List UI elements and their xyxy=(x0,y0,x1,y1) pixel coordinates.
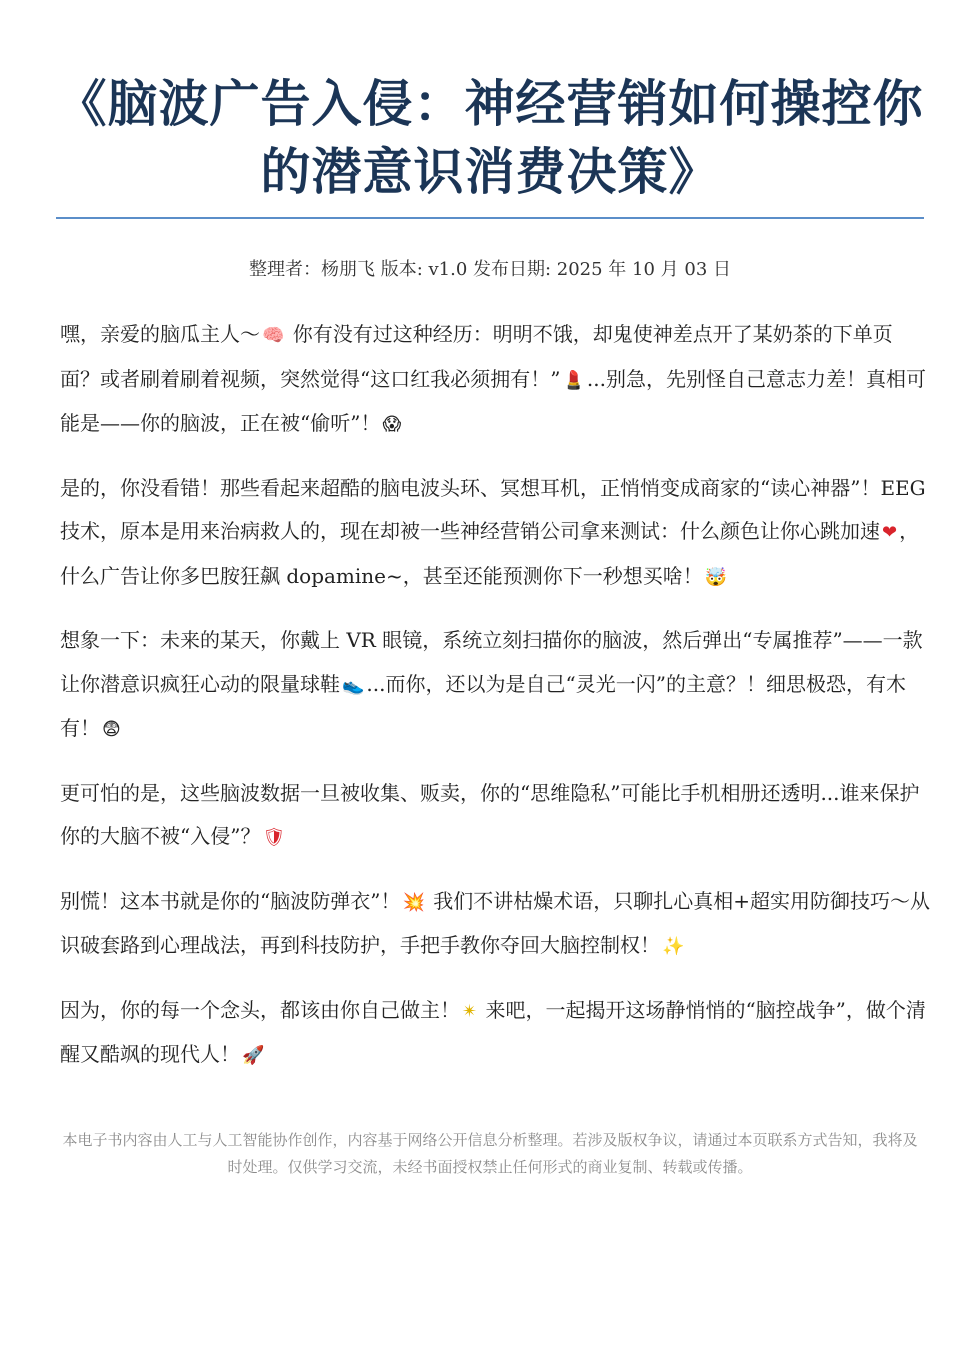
paragraph-text: 我们不讲枯燥术语，只聊扎心真相+超实用防御技巧～从识破套路到心理战法，再到科技防护，手把手教你夺回大脑控制权！ xyxy=(60,888,930,957)
collision-emoji-icon: 💥 xyxy=(402,891,425,913)
document-body xyxy=(60,313,930,1098)
paragraph-book xyxy=(60,880,930,969)
document-title: 《脑波广告入侵：神经营销如何操控你的潜意识消费决策》 xyxy=(56,75,924,201)
paragraph-text: 更可怕的是，这些脑波数据一旦被收集、贩卖，你的“思维隐私”可能比手机相册还透明...谁来保护你的大脑不被“入侵”？ xyxy=(60,780,920,848)
star-burst-emoji-icon: ✴ xyxy=(462,1000,478,1022)
paragraph-text: 想象一下：未来的某天，你戴上 VR 眼镜，系统立刻扫描你的脑波，然后弹出“专属推荐”——一款让你潜意识疯狂心动的限量球鞋 xyxy=(60,628,923,696)
copyright-notice: 本电子书内容由人工与人工智能协作创作，内容基于网络公开信息分析整理。若涉及版权争议，请通过本页联系方式告知，我将及时处理。仅供学习交流，未经书面授权禁止任何形式的商业复制、转载或传播。 xyxy=(62,1131,918,1176)
paragraph-text: 来吧，一起揭开这场静悄悄的“脑控战争”，做个清醒又酷飒的现代人！ xyxy=(60,997,926,1066)
exploding-head-emoji-icon: 🤯 xyxy=(704,566,728,588)
paragraph-text: 你有没有过这种经历：明明不饿，却鬼使神差点开了某奶茶的下单页面？或者刷着刷着视频，突然觉得“这口红我必须拥有！” xyxy=(60,322,893,391)
paragraph-intro xyxy=(60,313,930,447)
paragraph-text: 别慌！这本书就是你的“脑波防弹衣”！ xyxy=(60,888,401,913)
fearful-face-emoji-icon: 😨 xyxy=(102,719,121,740)
paragraph-text: 是的，你没看错！那些看起来超酷的脑电波头环、冥想耳机，正悄悄变成商家的“读心神器”！EEG 技术，原本是用来治病救人的，现在却被一些神经营销公司拿来测试：什么颜色让你心跳加速 xyxy=(60,475,926,543)
document-meta: 整理者：杨朋飞 版本: v1.0 发布日期: 2025 年 10 月 03 日 xyxy=(248,259,732,280)
sneaker-emoji-icon: 👟 xyxy=(342,674,365,696)
rocket-emoji-icon: 🚀 xyxy=(242,1045,265,1066)
paragraph-text: 嘿，亲爱的脑瓜主人～ xyxy=(60,322,260,346)
lipstick-emoji-icon: 💄 xyxy=(562,369,585,391)
paragraph-text: ...别急，先别怪自己意志力差！真相可能是——你的脑波，正在被“偷听”！ xyxy=(60,366,926,435)
paragraph-closing xyxy=(60,989,930,1078)
screaming-face-emoji-icon: 😱 xyxy=(382,414,402,435)
shield-emoji-icon: 🛡 xyxy=(262,827,286,848)
paragraph-text: ...而你，还以为是自己“灵光一闪”的主意？！细思极恐，有木有！ xyxy=(60,671,906,740)
red-heart-emoji-icon: ❤ xyxy=(882,522,898,543)
paragraph-eeg xyxy=(60,467,930,600)
paragraph-text: 因为，你的每一个念头，都该由你自己做主！ xyxy=(60,997,460,1022)
paragraph-privacy xyxy=(60,772,930,860)
paragraph-text: ，什么广告让你多巴胺狂飙 dopamine~，甚至还能预测你下一秒想买啥！ xyxy=(60,519,920,588)
sparkles-emoji-icon: ✨ xyxy=(662,936,685,957)
brain-emoji-icon: 🧠 xyxy=(262,325,285,346)
paragraph-vr xyxy=(60,619,930,752)
title-divider xyxy=(56,217,924,219)
